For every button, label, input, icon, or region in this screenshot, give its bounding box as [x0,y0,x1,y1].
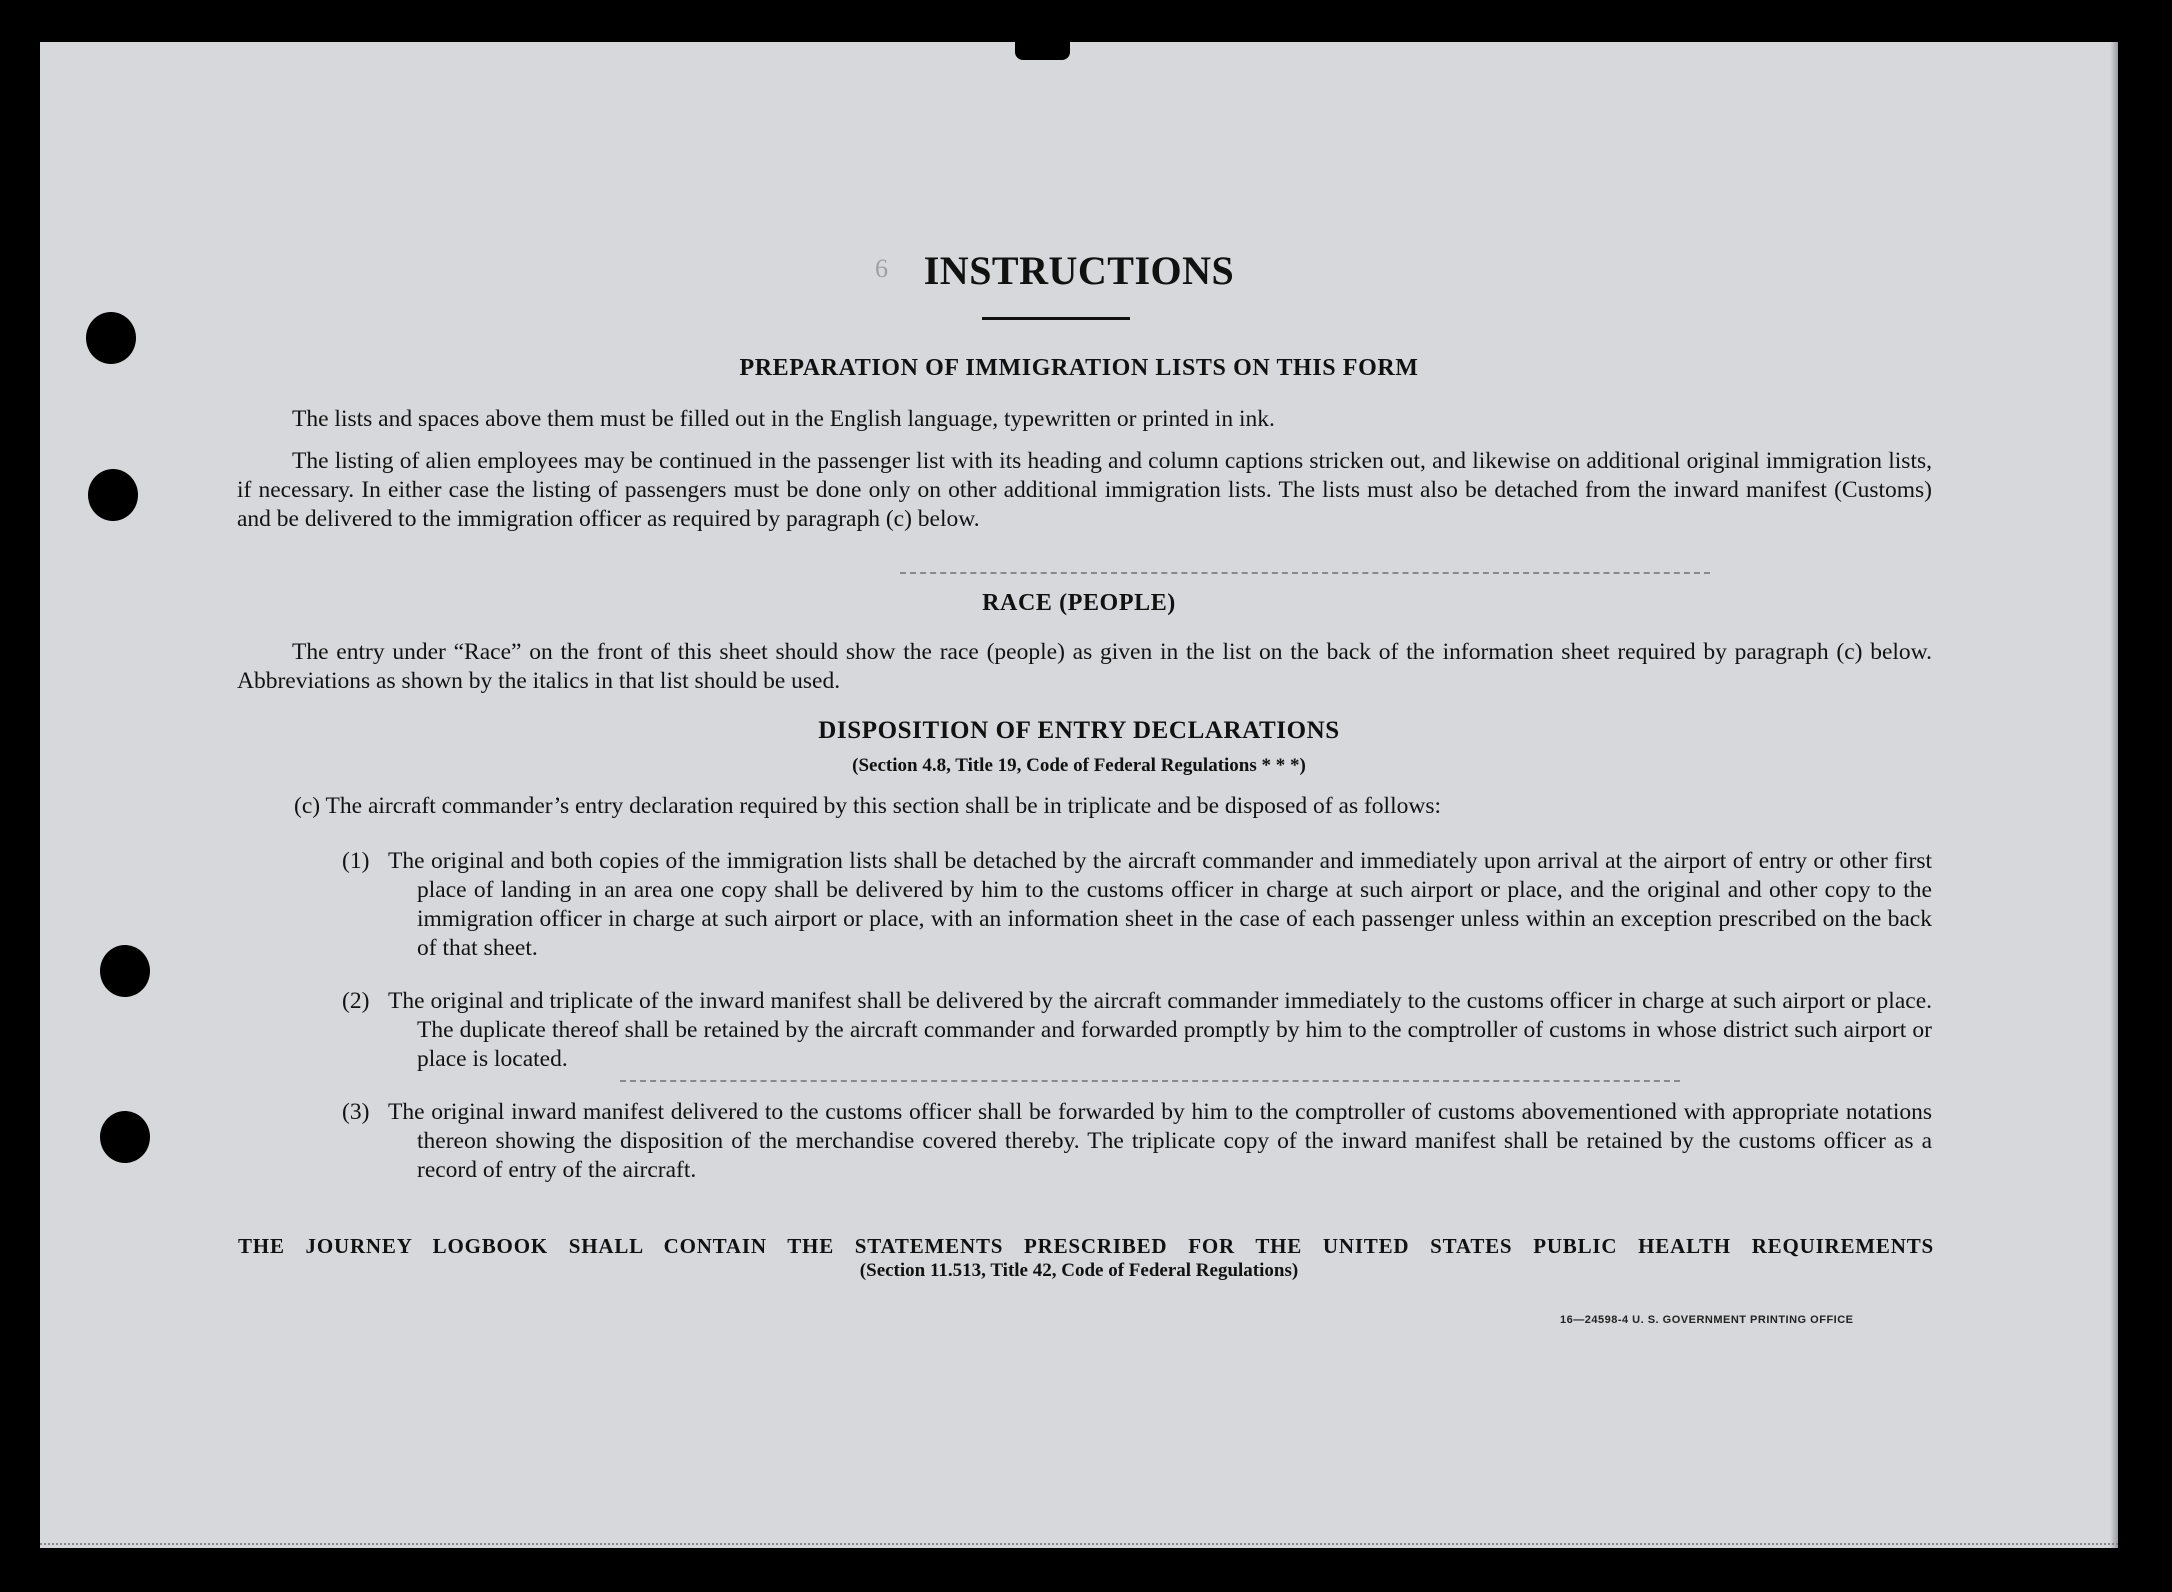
section-citation-disposition: (Section 4.8, Title 19, Code of Federal Regulations * * *) [852,755,1306,776]
list-item-number: (3) [342,1099,370,1125]
list-item-number: (2) [342,988,370,1014]
list-item-text: The original and both copies of the immigration lists shall be detached by the aircraft commander and immediately upon arrival at the airport of entry or other first place of landing in an area one copy shall be delivered by him to the customs officer in charge at such airport or place, and the original and other copy to the immigration officer in charge at such airport or place, with an information sheet in the case of each passenger unless within an exception prescribed on the back of that sheet. [388,848,1932,961]
page-mark: 6 [875,254,888,283]
paragraph-preparation-2: The listing of alien employees may be continued in the passenger list with its heading and column captions stricken out, and likewise on additional original immigration lists, if necessary. In either case the listing of passengers must be done only on other additional immigration lists. The lists must also be detached from the inward manifest (Customs) and be delivered to the immigration officer as required by paragraph (c) below. [237,448,1932,532]
sheet-bottom-edge [40,1543,2118,1548]
document-title: INSTRUCTIONS [923,248,1235,293]
punch-hole [100,945,150,997]
paragraph-race: The entry under “Race” on the front of this sheet should show the race (people) as given in the list on the back of the information sheet required by paragraph (c) below. Abbreviations as shown by the italics in that list should be used. [237,639,1932,694]
list-item-number: (1) [342,848,370,874]
section-heading-race: RACE (PEOPLE) [982,590,1176,616]
paragraph-preparation-1: The lists and spaces above them must be filled out in the English language, typewritten or printed in ink. [292,406,1275,432]
footer-statement: THE JOURNEY LOGBOOK SHALL CONTAIN THE STATEMENTS PRESCRIBED FOR THE UNITED STATES PUBLIC HEALTH REQUIREMENTS [238,1234,1934,1258]
list-item [342,987,1932,1074]
section-heading-preparation: PREPARATION OF IMMIGRATION LISTS ON THIS FORM [739,355,1419,381]
document-sheet [40,42,2118,1548]
footer-citation: (Section 11.513, Title 42, Code of Federal Regulations) [859,1260,1299,1281]
bleed-through-rule [900,572,1710,574]
sheet-edge-shadow [2110,42,2118,1548]
top-edge-mark [1015,42,1070,60]
bleed-through-rule [620,1080,1680,1082]
punch-hole [88,469,138,521]
section-heading-disposition: DISPOSITION OF ENTRY DECLARATIONS [818,717,1340,744]
title-underline [982,317,1130,320]
list-item-text: The original and triplicate of the inward manifest shall be delivered by the aircraft commander immediately to the customs officer in charge at such airport or place. The duplicate thereof shall be retained by the aircraft commander and forwarded promptly by him to the comptroller of customs in whose district such airport or place is located. [388,988,1932,1072]
punch-hole [100,1111,150,1163]
list-item [342,1098,1932,1185]
paragraph-disposition-intro: (c) The aircraft commander’s entry declaration required by this section shall be in triplicate and be disposed of as follows: [294,793,1441,819]
list-item [342,847,1932,963]
printer-imprint: 16—24598-4 U. S. GOVERNMENT PRINTING OFFICE [1560,1314,1854,1326]
list-item-text: The original inward manifest delivered to the customs officer shall be forwarded by him to the comptroller of customs abovementioned with appropriate notations thereon showing the disposition of the merchandise covered thereby. The triplicate copy of the inward manifest shall be retained by the customs officer as a record of entry of the aircraft. [388,1099,1932,1183]
